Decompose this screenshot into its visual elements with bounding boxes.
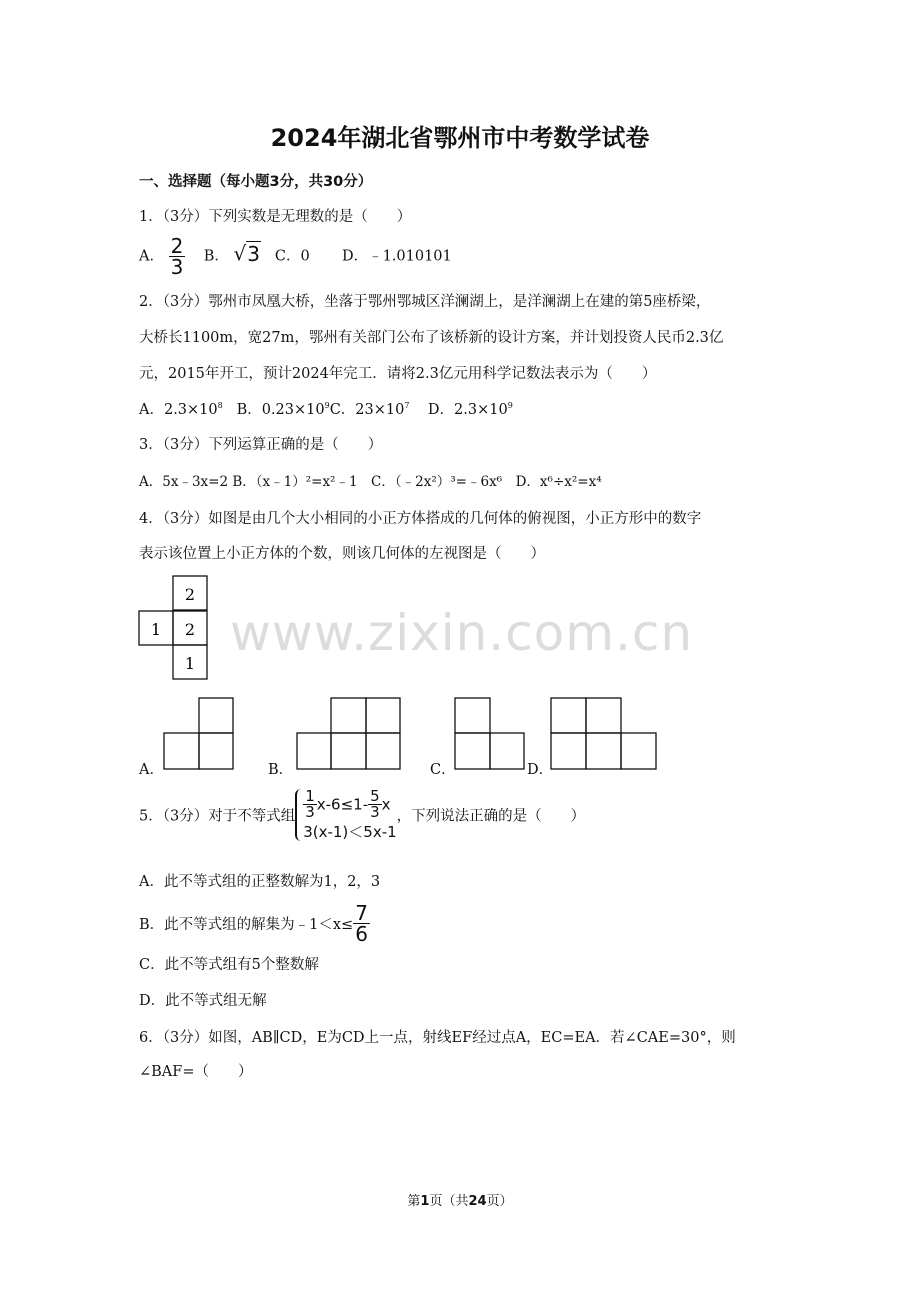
grid-value: 1 xyxy=(184,654,196,673)
question-2-line-2: 大桥长1100m，宽27m，鄂州有关部门公布了该桥新的设计方案，并计划投资人民币2.3亿 xyxy=(139,330,724,346)
question-5-option-a: A．此不等式组的正整数解为1，2，3 xyxy=(139,874,381,890)
exponent: 8 xyxy=(217,401,223,410)
question-2-options xyxy=(139,398,513,419)
footer-text: 页（共 xyxy=(429,1194,469,1209)
option-a-label: A． xyxy=(139,248,164,265)
fraction-seven-sixths xyxy=(353,903,370,944)
fraction-denominator: 3 xyxy=(370,803,380,821)
option-c: C．23×10 xyxy=(329,402,405,418)
sqrt-icon: √ xyxy=(233,241,247,266)
fraction-numerator: 1 xyxy=(305,787,315,805)
grid-value: 2 xyxy=(184,620,196,639)
option-c-label: C． xyxy=(430,762,456,778)
option-b-figure xyxy=(296,697,402,771)
option-b: B．0.23×10 xyxy=(236,402,325,418)
inequality-text: x xyxy=(381,795,391,814)
fraction-denominator: 6 xyxy=(355,922,368,946)
option-a: A．2.3×10 xyxy=(139,402,218,418)
fraction-denominator: 3 xyxy=(305,803,315,821)
footer-text: 页） xyxy=(486,1194,513,1209)
option-a-label: A． xyxy=(139,762,164,778)
fraction-two-thirds xyxy=(169,236,186,277)
question-6-line-2: ∠BAF=（ ） xyxy=(139,1064,253,1080)
inequality-row-1 xyxy=(303,789,396,820)
section-heading: 一、选择题（每小题3分，共30分） xyxy=(139,174,373,190)
inequality-text: x-6≤1- xyxy=(316,795,369,814)
question-5-option-d: D．此不等式组无解 xyxy=(139,993,267,1009)
fraction-numerator: 5 xyxy=(370,787,380,805)
radicand: 3 xyxy=(247,241,261,266)
sqrt-three xyxy=(234,241,261,266)
question-1-options xyxy=(139,236,452,277)
option-b-text: B．此不等式组的解集为﹣1＜x≤ xyxy=(139,917,354,933)
question-2-line-3: 元，2015年开工，预计2024年完工．请将2.3亿元用科学记数法表示为（ ） xyxy=(139,366,657,382)
inequality-row-2: 3(x-1)＜5x-1 xyxy=(303,823,397,841)
option-d: D．﹣1.010101 xyxy=(341,248,452,265)
question-4-line-1: 4．（3分）如图是由几个大小相同的小正方体搭成的几何体的俯视图，小正方形中的数字 xyxy=(139,511,702,527)
page-total: 24 xyxy=(468,1194,487,1209)
exponent: 9 xyxy=(324,401,330,410)
question-3-options: A．5x﹣3x=2 B．（x﹣1）²=x²﹣1 C．（﹣2x²）³=﹣6x⁶ D．x⁶÷x²=x⁴ xyxy=(139,474,602,490)
question-1-stem: 1．（3分）下列实数是无理数的是（ ） xyxy=(139,209,412,225)
watermark: www.zixin.com.cn xyxy=(230,604,694,662)
inequality-system xyxy=(295,789,396,841)
grid-value: 1 xyxy=(150,620,162,639)
question-6-line-1: 6．（3分）如图，AB∥CD，E为CD上一点，射线EF经过点A，EC=EA．若∠CAE=30°，则 xyxy=(139,1030,736,1046)
fraction-numerator: 2 xyxy=(170,234,184,258)
question-3-stem: 3．（3分）下列运算正确的是（ ） xyxy=(139,437,383,453)
question-5-stem xyxy=(139,789,585,841)
question-5-prefix: 5．（3分）对于不等式组 xyxy=(139,808,296,825)
option-d: D．2.3×10 xyxy=(427,402,508,418)
option-b-label: B． xyxy=(268,762,294,778)
option-a-figure xyxy=(163,697,235,771)
footer-text: 第 xyxy=(407,1194,421,1209)
option-c-figure xyxy=(454,697,526,771)
fraction-denominator: 3 xyxy=(170,255,184,279)
option-d-label: D． xyxy=(527,762,554,778)
exponent: 7 xyxy=(404,401,410,410)
option-d-figure xyxy=(550,697,658,771)
grid-value: 2 xyxy=(184,585,196,604)
question-5-option-b xyxy=(139,903,370,944)
top-view-grid xyxy=(138,575,210,681)
page-footer xyxy=(0,1190,920,1209)
question-4-line-2: 表示该位置上小正方体的个数，则该几何体的左视图是（ ） xyxy=(139,546,545,562)
page-number: 1 xyxy=(420,1194,430,1209)
question-5-suffix: ，下列说法正确的是（ ） xyxy=(396,808,586,825)
exponent: 9 xyxy=(507,401,513,410)
question-5-option-c: C．此不等式组有5个整数解 xyxy=(139,957,319,973)
question-2-line-1: 2．（3分）鄂州市凤凰大桥，坐落于鄂州鄂城区洋澜湖上，是洋澜湖上在建的第5座桥梁， xyxy=(139,294,711,310)
fraction-numerator: 7 xyxy=(355,901,368,925)
option-c: C．0 xyxy=(274,248,310,265)
page-title: 2024年湖北省鄂州市中考数学试卷 xyxy=(270,124,650,152)
option-b-label: B． xyxy=(203,248,229,265)
